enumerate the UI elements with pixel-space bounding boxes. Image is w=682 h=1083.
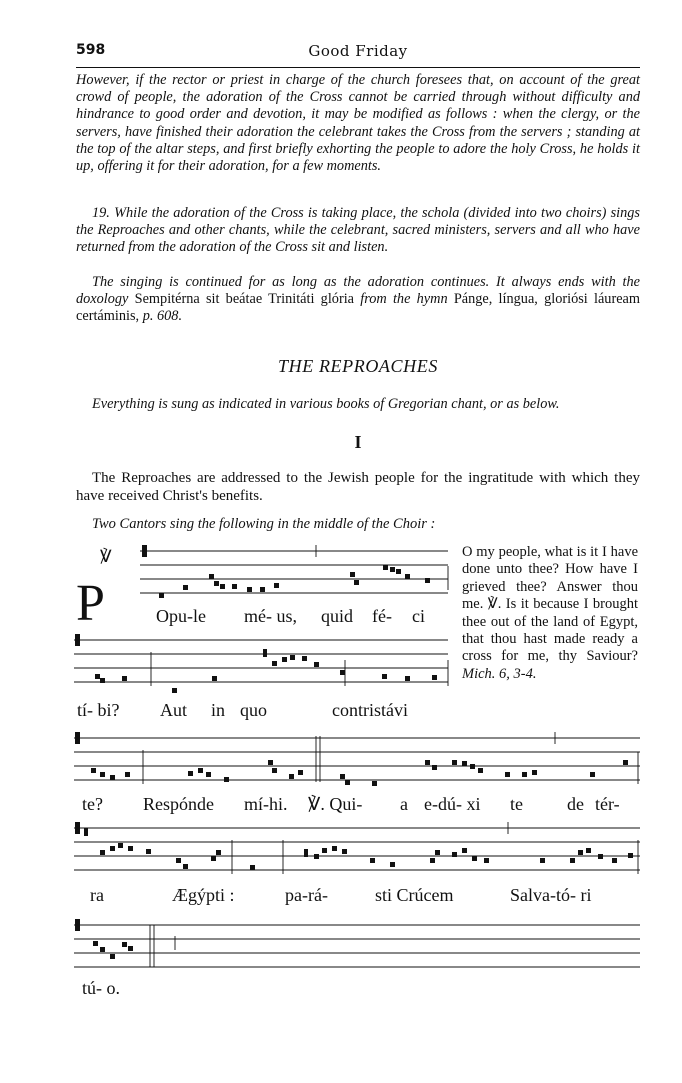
- lyric-syllable: contristávi: [332, 700, 408, 720]
- lyric-syllable: de: [567, 794, 584, 814]
- hymn-title: Pánge, língua, gloriósi láuream certáminis,: [76, 291, 641, 325]
- staff-2: [74, 640, 448, 686]
- lyric-syllable: Aut: [160, 700, 187, 720]
- lyric-syllable: tér-: [595, 794, 620, 814]
- lyric-syllable: Respónde: [143, 794, 214, 814]
- lyric-syllable: mé- us,: [244, 606, 297, 626]
- staff-5: [74, 925, 640, 967]
- lyric-syllable: e-dú- xi: [424, 794, 481, 814]
- page-reference: p. 608.: [142, 308, 183, 325]
- lyric-syllable: Opu-le: [156, 606, 206, 626]
- initial-letter: P: [76, 575, 105, 632]
- staff-1-neumes: [142, 545, 430, 598]
- from-hymn: from the hymn: [360, 291, 448, 308]
- lyric-syllable: Ægýpti :: [172, 885, 235, 905]
- section-title: THE REPROACHES: [278, 356, 438, 376]
- lyric-syllable: in: [211, 700, 226, 720]
- singing-note: The singing is continued for as long as the adoration continues. It always ends with the doxology: [76, 274, 640, 308]
- translation-text: O my people, what is it I have done unto thee? How have I grieved thee? Answer thou me. ℣. Is it because I brought thee out of the land of Egypt, that thou hast made ready a cross for me, thy Saviour?: [462, 544, 638, 665]
- page-title: Good Friday: [308, 42, 408, 60]
- lyric-syllable: ci: [412, 606, 425, 626]
- lyric-syllable: a: [400, 794, 408, 814]
- rubric-paragraph-2: 19. While the adoration of the Cross is taking place, the schola (divided into two choirs) sings the Reproaches and other chants, while the celebrant, sacred ministers, servers and all who have returned from the adoration of the Cross sit and listen.: [76, 205, 640, 256]
- lyric-syllable: quid: [321, 606, 354, 626]
- versicle-symbol: ℣: [100, 547, 112, 566]
- intro-paragraph: The Reproaches are addressed to the Jewish people for the ingratitude with which they have received Christ's benefits.: [76, 470, 640, 504]
- section-note: Everything is sung as indicated in various books of Gregorian chant, or as below.: [92, 396, 560, 412]
- doxology-text: Sempitérna sit beátae Trinitáti glória: [134, 291, 355, 308]
- lyric-syllable: Salva-tó- ri: [510, 885, 592, 905]
- lyric-syllable: tú- o.: [82, 978, 120, 998]
- part-number: I: [354, 432, 362, 452]
- staff-2-neumes: [75, 634, 437, 693]
- staff-4-neumes: [75, 822, 633, 870]
- rubric-paragraph-1: However, if the rector or priest in charge of the church foresees that, on account of the great crowd of people, the adoration of the Cross cannot be carried through without difficulty and hindrance to good order and devotion, it may be modified as follows : when the clergy, or the servers, have finished their adoration the celebrant takes the Cross from the servers ; standing at the top of the altar steps, and first briefly exhorting the people to adore the holy Cross, he holds it up, offering it for their adoration, for a few moments.: [76, 72, 640, 175]
- lyric-syllable: fé-: [372, 606, 392, 626]
- lyric-syllable: quo: [240, 700, 267, 720]
- lyric-syllable: ra: [90, 885, 104, 905]
- choir-rubric: Two Cantors sing the following in the middle of the Choir :: [92, 516, 436, 532]
- staff-4: [74, 822, 640, 874]
- lyric-syllable: pa-rá-: [285, 885, 328, 905]
- lyric-syllable: sti Crúcem: [375, 885, 454, 905]
- staff-3: [74, 732, 640, 784]
- scripture-citation: Mich. 6, 3-4.: [462, 665, 537, 682]
- lyric-syllable: te?: [82, 794, 103, 814]
- page-number: 598: [76, 42, 106, 58]
- lyric-syllable: te: [510, 794, 523, 814]
- lyric-syllable: ℣. Qui-: [308, 794, 363, 814]
- staff-3-neumes: [75, 732, 628, 786]
- lyric-syllable: mí-hi.: [244, 794, 288, 814]
- lyric-syllable: tí- bi?: [77, 700, 120, 720]
